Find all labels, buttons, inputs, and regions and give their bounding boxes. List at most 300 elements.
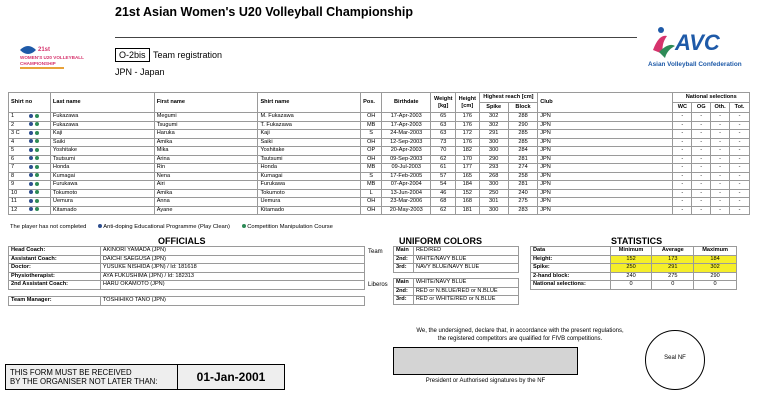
stats-label: National selections: — [531, 281, 611, 290]
shirt-no-cell — [9, 181, 51, 190]
position: MB — [361, 121, 382, 130]
oth: - — [711, 164, 730, 173]
spike: 300 — [479, 138, 508, 147]
uniform-row — [394, 296, 519, 305]
og: - — [692, 189, 711, 198]
birthdate: 20-Apr-2003 — [382, 147, 431, 156]
weight: 73 — [431, 138, 456, 147]
signature-box[interactable] — [393, 347, 578, 375]
weight: 65 — [431, 113, 456, 122]
team-manager-role: Team Manager: — [9, 297, 101, 306]
form-title: Team registration — [153, 50, 223, 60]
block: 275 — [508, 198, 537, 207]
club: JPN — [538, 113, 673, 122]
uniform-kit: 2nd: — [394, 287, 414, 296]
shirt-no: 11 — [11, 198, 17, 204]
stats-avg: 275 — [652, 272, 694, 281]
shirt-name: T. Fukazawa — [258, 121, 361, 130]
birthdate: 24-Mar-2003 — [382, 130, 431, 139]
anti-doping-dot-icon — [98, 224, 102, 228]
avc-name: Asian Volleyball Confederation — [648, 61, 742, 68]
stats-row — [531, 272, 737, 281]
uniform-kit: 2nd: — [394, 255, 414, 264]
anti-doping-dot-icon — [29, 122, 33, 126]
birthdate: 09-Sep-2003 — [382, 155, 431, 164]
table-row — [9, 121, 750, 130]
club: JPN — [538, 155, 673, 164]
shirt-name: Kitamado — [258, 206, 361, 215]
shirt-name: Furukawa — [258, 181, 361, 190]
last-name: Fukazawa — [50, 121, 154, 130]
stats-label: Height: — [531, 255, 611, 264]
first-name: Arina — [154, 155, 258, 164]
spike: 250 — [479, 189, 508, 198]
tot: - — [730, 155, 750, 164]
og: - — [692, 155, 711, 164]
declaration-line-1: We, the undersigned, declare that, in accordance with the present regulations, — [416, 328, 624, 334]
official-row — [9, 255, 365, 264]
club: JPN — [538, 121, 673, 130]
anti-doping-dot-icon — [29, 148, 33, 152]
last-name: Kumagai — [50, 172, 154, 181]
shirt-no-cell — [9, 155, 51, 164]
last-name: Furukawa — [50, 181, 154, 190]
col-birthdate: Birthdate — [382, 93, 431, 113]
wc: - — [673, 164, 692, 173]
first-name: Ayane — [154, 206, 258, 215]
deadline-date: 01-Jan-2001 — [196, 370, 266, 384]
uniform-team-table — [393, 246, 519, 273]
weight: 63 — [431, 130, 456, 139]
position: MB — [361, 181, 382, 190]
wc: - — [673, 181, 692, 190]
og: - — [692, 113, 711, 122]
uniform-colors: WHITE/NAVY BLUE — [413, 279, 518, 288]
tot: - — [730, 113, 750, 122]
og: - — [692, 130, 711, 139]
official-role: Physiotherapist: — [9, 272, 101, 281]
table-row — [9, 164, 750, 173]
competition-dot-icon — [35, 122, 39, 126]
shirt-name: Tsutsumi — [258, 155, 361, 164]
stats-label: 2-hand block: — [531, 272, 611, 281]
weight: 68 — [431, 198, 456, 207]
wc: - — [673, 189, 692, 198]
weight: 57 — [431, 172, 456, 181]
uniform-row — [394, 255, 519, 264]
club: JPN — [538, 206, 673, 215]
stats-label: Spike: — [531, 264, 611, 273]
table-row — [9, 172, 750, 181]
uniform-kit: 3rd: — [394, 264, 414, 273]
height: 176 — [456, 121, 479, 130]
height: 181 — [456, 206, 479, 215]
uniform-colors: RED/RED — [413, 247, 518, 256]
anti-doping-dot-icon — [29, 173, 33, 177]
shirt-no-cell — [9, 164, 51, 173]
club: JPN — [538, 130, 673, 139]
shirt-name: Saiki — [258, 138, 361, 147]
spike: 300 — [479, 147, 508, 156]
last-name: Tokumoto — [50, 189, 154, 198]
stats-max: 0 — [694, 281, 737, 290]
stats-max: 290 — [694, 272, 737, 281]
anti-doping-dot-icon — [29, 156, 33, 160]
block: 288 — [508, 113, 537, 122]
legend — [10, 224, 341, 230]
competition-dot-icon — [242, 224, 246, 228]
block: 285 — [508, 138, 537, 147]
col-spike: Spike — [479, 103, 508, 113]
shirt-no-cell — [9, 130, 51, 139]
weight: 62 — [431, 155, 456, 164]
weight: 54 — [431, 181, 456, 190]
tot: - — [730, 138, 750, 147]
tot: - — [730, 164, 750, 173]
deadline-text-1: THIS FORM MUST BE RECEIVED — [10, 368, 132, 377]
table-row — [9, 147, 750, 156]
position: OH — [361, 113, 382, 122]
first-name: Megumi — [154, 113, 258, 122]
stats-min: 152 — [610, 255, 652, 264]
team-manager-name: TOSHIHIKO TANO (JPN) — [100, 297, 364, 306]
og: - — [692, 181, 711, 190]
page-title: 21st Asian Women's U20 Volleyball Championship — [115, 5, 413, 19]
shirt-name: M. Fukazawa — [258, 113, 361, 122]
table-row — [9, 206, 750, 215]
block: 290 — [508, 121, 537, 130]
last-name: Honda — [50, 164, 154, 173]
block: 284 — [508, 147, 537, 156]
last-name: Fukazawa — [50, 113, 154, 122]
club: JPN — [538, 181, 673, 190]
oth: - — [711, 198, 730, 207]
wc: - — [673, 198, 692, 207]
first-name: Tsugumi — [154, 121, 258, 130]
last-name: Saiki — [50, 138, 154, 147]
col-wc: WC — [673, 103, 692, 113]
oth: - — [711, 113, 730, 122]
og: - — [692, 172, 711, 181]
event-logo-number: 21st — [38, 47, 51, 53]
shirt-no-cell — [9, 206, 51, 215]
stats-col-data: Data — [531, 247, 611, 256]
official-name: AKINORI YAMADA (JPN) — [100, 247, 364, 256]
position: OH — [361, 138, 382, 147]
weight: 62 — [431, 206, 456, 215]
birthdate: 17-Feb-2005 — [382, 172, 431, 181]
deadline-text-2: BY THE ORGANISER NOT LATER THAN: — [10, 377, 158, 386]
spike: 293 — [479, 164, 508, 173]
weight: 61 — [431, 164, 456, 173]
stats-min: 240 — [610, 272, 652, 281]
wc: - — [673, 147, 692, 156]
stats-col-avg: Average — [652, 247, 694, 256]
oth: - — [711, 155, 730, 164]
birthdate: 23-Mar-2006 — [382, 198, 431, 207]
uniform-colors: RED or N.BLUE/RED or N.BLUE — [413, 287, 518, 296]
anti-doping-dot-icon — [29, 131, 33, 135]
birthdate: 12-Sep-2003 — [382, 138, 431, 147]
position: MB — [361, 164, 382, 173]
last-name: Uemura — [50, 198, 154, 207]
first-name: Rin — [154, 164, 258, 173]
anti-doping-dot-icon — [29, 199, 33, 203]
col-national-selections: National selections — [673, 93, 750, 103]
uniform-liberos-label: Liberos — [368, 282, 388, 288]
shirt-no: 3 C — [11, 130, 20, 136]
anti-doping-dot-icon — [29, 114, 33, 118]
shirt-name: Kumagai — [258, 172, 361, 181]
weight: 63 — [431, 121, 456, 130]
shirt-no-cell — [9, 121, 51, 130]
competition-dot-icon — [35, 165, 39, 169]
position: OH — [361, 155, 382, 164]
spike: 300 — [479, 206, 508, 215]
wc: - — [673, 155, 692, 164]
shirt-no: 8 — [11, 172, 15, 179]
birthdate: 17-Apr-2003 — [382, 113, 431, 122]
spike: 291 — [479, 130, 508, 139]
table-row — [9, 130, 750, 139]
shirt-no-cell — [9, 198, 51, 207]
birthdate: 09-Jul-2003 — [382, 164, 431, 173]
col-shirt-no: Shirt no — [9, 93, 51, 113]
tot: - — [730, 206, 750, 215]
position: OH — [361, 198, 382, 207]
block: 283 — [508, 206, 537, 215]
competition-dot-icon — [35, 148, 39, 152]
last-name: Kitamado — [50, 206, 154, 215]
height: 184 — [456, 181, 479, 190]
col-block: Block — [508, 103, 537, 113]
wc: - — [673, 121, 692, 130]
height: 168 — [456, 198, 479, 207]
shirt-no-cell — [9, 189, 51, 198]
height: 172 — [456, 130, 479, 139]
title-divider — [115, 37, 637, 38]
tot: - — [730, 189, 750, 198]
block: 258 — [508, 172, 537, 181]
team-name: JPN - Japan — [115, 67, 165, 77]
height: 152 — [456, 189, 479, 198]
position: S — [361, 130, 382, 139]
competition-dot-icon — [35, 139, 39, 143]
event-logo-line2: CHAMPIONSHIP — [20, 61, 56, 66]
wc: - — [673, 113, 692, 122]
stats-row — [531, 281, 737, 290]
spike: 302 — [479, 113, 508, 122]
shirt-name: Yoshitake — [258, 147, 361, 156]
spike: 268 — [479, 172, 508, 181]
event-logo — [10, 40, 90, 75]
avc-logo — [645, 22, 750, 72]
shirt-no: 4 — [11, 138, 15, 145]
spike: 302 — [479, 121, 508, 130]
spike: 300 — [479, 181, 508, 190]
anti-doping-dot-icon — [29, 165, 33, 169]
table-row — [9, 113, 750, 122]
shirt-name: Kaji — [258, 130, 361, 139]
official-row — [9, 264, 365, 273]
stats-row — [531, 255, 737, 264]
og: - — [692, 147, 711, 156]
position: S — [361, 172, 382, 181]
uniform-colors: WHITE/NAVY BLUE — [413, 255, 518, 264]
height: 177 — [456, 164, 479, 173]
uniform-kit: Main — [394, 279, 414, 288]
spike: 301 — [479, 198, 508, 207]
uniform-liberos-table — [393, 278, 519, 305]
stats-max: 184 — [694, 255, 737, 264]
anti-doping-dot-icon — [29, 190, 33, 194]
oth: - — [711, 138, 730, 147]
officials-title: OFFICIALS — [158, 236, 206, 246]
block: 285 — [508, 130, 537, 139]
block: 240 — [508, 189, 537, 198]
club: JPN — [538, 147, 673, 156]
og: - — [692, 206, 711, 215]
anti-doping-dot-icon — [29, 207, 33, 211]
tot: - — [730, 130, 750, 139]
oth: - — [711, 172, 730, 181]
uniform-team-label: Team — [368, 249, 383, 255]
shirt-no: 5 — [11, 147, 15, 153]
stats-max: 302 — [694, 264, 737, 273]
oth: - — [711, 130, 730, 139]
deadline-box — [5, 364, 285, 390]
form-code: O-2bis — [115, 48, 150, 62]
last-name: Kaji — [50, 130, 154, 139]
anti-doping-dot-icon — [29, 182, 33, 186]
first-name: Amika — [154, 138, 258, 147]
stats-col-max: Maximum — [694, 247, 737, 256]
shirt-no: 12 — [11, 206, 18, 213]
official-name: YUSUKE NISHIDA (JPN) / Id: 181618 — [100, 264, 364, 273]
col-first-name: First name — [154, 93, 258, 113]
signature-label: President or Authorised signatures by the NF — [425, 378, 546, 384]
statistics-table — [530, 246, 737, 290]
col-og: OG — [692, 103, 711, 113]
height: 182 — [456, 147, 479, 156]
deadline-text — [6, 365, 178, 389]
wc: - — [673, 172, 692, 181]
official-name: DAICHI SAEGUSA (JPN) — [100, 255, 364, 264]
stats-col-min: Minimum — [610, 247, 652, 256]
competition-dot-icon — [35, 182, 39, 186]
last-name: Tsutsumi — [50, 155, 154, 164]
first-name: Anna — [154, 198, 258, 207]
shirt-no: 2 — [11, 121, 15, 128]
shirt-no-cell — [9, 138, 51, 147]
block: 281 — [508, 181, 537, 190]
competition-dot-icon — [35, 199, 39, 203]
first-name: Haruka — [154, 130, 258, 139]
oth: - — [711, 189, 730, 198]
tot: - — [730, 181, 750, 190]
shirt-no: 10 — [11, 189, 18, 196]
birthdate: 13-Jun-2004 — [382, 189, 431, 198]
oth: - — [711, 121, 730, 130]
birthdate: 07-Apr-2004 — [382, 181, 431, 190]
competition-dot-icon — [35, 173, 39, 177]
col-height: Height [cm] — [456, 93, 479, 113]
block: 274 — [508, 164, 537, 173]
stats-min: 250 — [610, 264, 652, 273]
table-row — [9, 155, 750, 164]
birthdate: 20-May-2003 — [382, 206, 431, 215]
col-weight: Weight [kg] — [431, 93, 456, 113]
shirt-no: 9 — [11, 181, 15, 187]
club: JPN — [538, 138, 673, 147]
og: - — [692, 198, 711, 207]
wc: - — [673, 130, 692, 139]
col-club: Club — [538, 93, 673, 113]
og: - — [692, 138, 711, 147]
shirt-no-cell — [9, 147, 51, 156]
stats-avg: 173 — [652, 255, 694, 264]
first-name: Nena — [154, 172, 258, 181]
competition-dot-icon — [35, 156, 39, 160]
col-pos: Pos. — [361, 93, 382, 113]
statistics-title: STATISTICS — [611, 236, 663, 246]
height: 176 — [456, 113, 479, 122]
shirt-no: 1 — [11, 113, 15, 119]
position: L — [361, 189, 382, 198]
event-logo-line1: WOMEN'S U20 VOLLEYBALL — [20, 55, 84, 60]
weight: 70 — [431, 147, 456, 156]
competition-dot-icon — [35, 114, 39, 118]
first-name: Amika — [154, 189, 258, 198]
table-row — [9, 181, 750, 190]
position: OP — [361, 147, 382, 156]
shirt-no: 6 — [11, 155, 15, 162]
spike: 290 — [479, 155, 508, 164]
avc-logo-letters: AVC — [675, 30, 720, 55]
weight: 46 — [431, 189, 456, 198]
shirt-name: Honda — [258, 164, 361, 173]
tot: - — [730, 121, 750, 130]
tot: - — [730, 172, 750, 181]
shirt-no-cell — [9, 113, 51, 122]
wc: - — [673, 206, 692, 215]
col-oth: Oth. — [711, 103, 730, 113]
col-highest-reach: Highest reach [cm] — [479, 93, 538, 103]
uniform-title: UNIFORM COLORS — [399, 236, 482, 246]
official-role: Head Coach: — [9, 247, 101, 256]
oth: - — [711, 181, 730, 190]
og: - — [692, 164, 711, 173]
legend-not-completed: The player has not completed — [10, 224, 87, 230]
uniform-colors: RED or WHITE/RED or N.BLUE — [413, 296, 518, 305]
competition-dot-icon — [35, 207, 39, 211]
height: 170 — [456, 155, 479, 164]
uniform-row — [394, 287, 519, 296]
competition-dot-icon — [35, 131, 39, 135]
stats-avg: 291 — [652, 264, 694, 273]
club: JPN — [538, 164, 673, 173]
official-row — [9, 247, 365, 256]
official-row — [9, 281, 365, 290]
anti-doping-dot-icon — [29, 139, 33, 143]
stats-avg: 0 — [652, 281, 694, 290]
oth: - — [711, 147, 730, 156]
official-row — [9, 272, 365, 281]
uniform-kit: 3rd: — [394, 296, 414, 305]
club: JPN — [538, 172, 673, 181]
roster-table — [8, 92, 750, 215]
col-shirt-name: Shirt name — [258, 93, 361, 113]
